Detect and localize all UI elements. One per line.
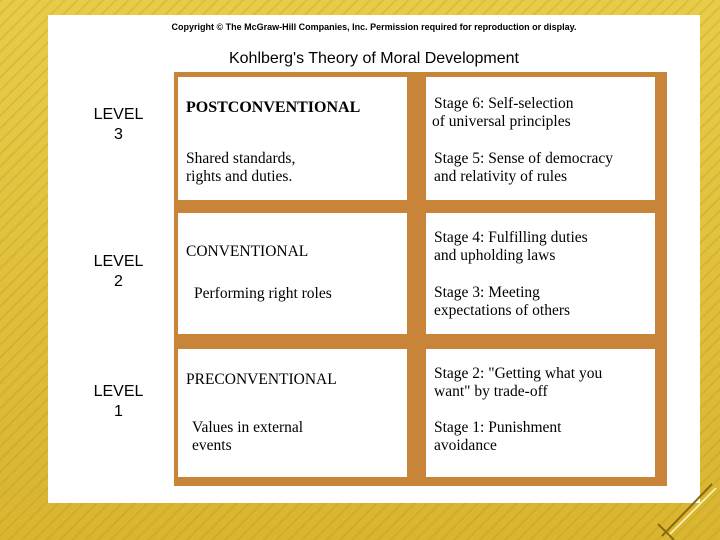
- stage-6-text: [434, 95, 649, 131]
- postconventional-heading: POSTCONVENTIONAL: [186, 99, 361, 116]
- stage-line: and relativity of rules: [434, 168, 567, 185]
- stage-line: Stage 2: "Getting what you: [434, 365, 603, 382]
- description-line: Performing right roles: [194, 285, 332, 302]
- stages-4-3-panel: [426, 213, 655, 334]
- description-line: rights and duties.: [186, 168, 293, 185]
- stage-line: Stage 1: Punishment: [434, 419, 562, 436]
- diagram-title: Kohlberg's Theory of Moral Development: [228, 50, 519, 67]
- stage-line: expectations of others: [434, 302, 571, 319]
- stage-line: want" by trade-off: [434, 383, 548, 400]
- preconventional-panel: [178, 349, 407, 477]
- stage-line: Stage 4: Fulfilling duties: [434, 229, 588, 246]
- slide-sheet: [48, 15, 700, 503]
- level-2-number: 2: [114, 273, 123, 290]
- stage-grid: [174, 72, 667, 486]
- level-1-word: LEVEL: [93, 383, 144, 400]
- level-1-number: 1: [114, 403, 123, 420]
- stage-2-text: [434, 365, 649, 401]
- preconventional-description: [192, 419, 401, 455]
- stage-4-text: [434, 229, 649, 265]
- stages-2-1-panel: [426, 349, 655, 477]
- level-1-label: [76, 382, 161, 422]
- level-3-number: 3: [114, 126, 123, 143]
- description-line: Values in external: [192, 419, 304, 436]
- stage-line: Stage 3: Meeting: [434, 284, 540, 301]
- stage-line: Stage 6: Self-selection: [434, 95, 574, 112]
- stage-5-text: [434, 150, 649, 186]
- description-line: Shared standards,: [186, 150, 296, 167]
- preconventional-heading: PRECONVENTIONAL: [186, 371, 337, 388]
- level-2-word: LEVEL: [93, 253, 144, 270]
- stage-line: and upholding laws: [434, 247, 556, 264]
- conventional-heading: CONVENTIONAL: [186, 243, 309, 260]
- stage-line: avoidance: [434, 437, 497, 454]
- stage-line: Stage 5: Sense of democracy: [434, 150, 614, 167]
- decorative-wand-icon: [650, 470, 720, 540]
- copyright-notice: Copyright © The McGraw-Hill Companies, Inc. Permission required for reproduction or display.: [171, 22, 577, 32]
- stage-line: of universal principles: [432, 113, 571, 130]
- level-3-label: [76, 105, 161, 145]
- stage-3-text: [434, 284, 649, 320]
- postconventional-panel: [178, 77, 407, 200]
- conventional-description: [194, 285, 401, 303]
- conventional-panel: [178, 213, 407, 334]
- description-line: events: [192, 437, 232, 454]
- level-2-label: [76, 252, 161, 292]
- level-3-word: LEVEL: [93, 106, 144, 123]
- stage-1-text: [434, 419, 649, 455]
- stages-6-5-panel: [426, 77, 655, 200]
- postconventional-description: [186, 150, 401, 186]
